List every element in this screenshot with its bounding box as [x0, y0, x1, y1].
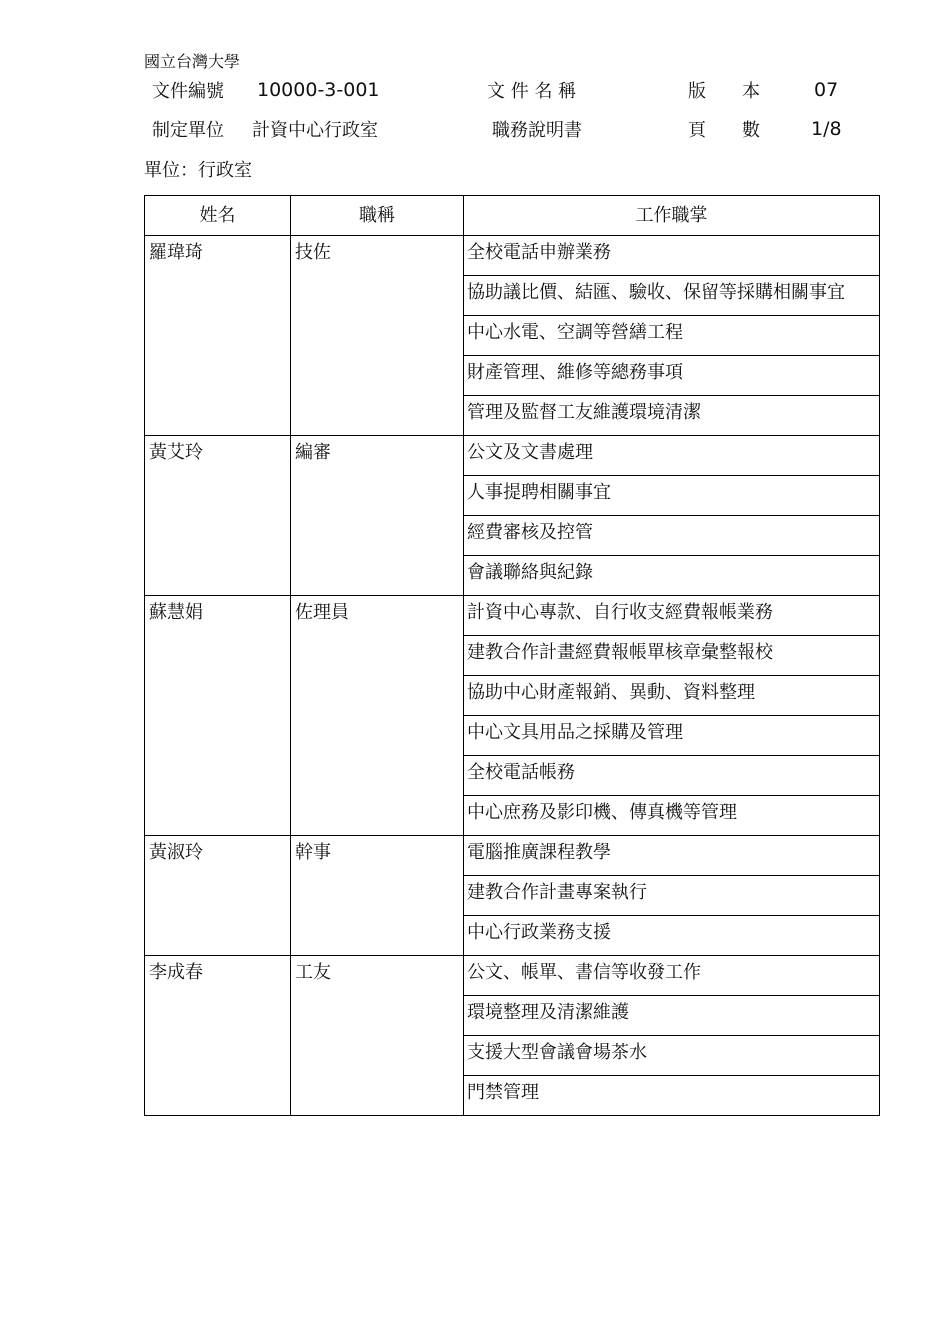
- duty-item: 計資中心專款、自行收支經費報帳業務: [464, 596, 880, 636]
- duty-item: 門禁管理: [464, 1076, 880, 1116]
- staff-name: 蘇慧娟: [145, 596, 291, 836]
- pages-label: 頁 數: [688, 120, 760, 141]
- duty-table: [144, 195, 880, 1116]
- duty-table-body: [145, 236, 880, 1116]
- staff-name: 黃淑玲: [145, 836, 291, 956]
- organization-name: 國立台灣大學: [144, 52, 241, 71]
- duty-item: 環境整理及清潔維護: [464, 996, 880, 1036]
- staff-title: 幹事: [291, 836, 464, 956]
- pages-value: 1/8: [811, 118, 842, 140]
- column-header-duties: 工作職掌: [464, 196, 880, 236]
- doc-name-value: 職務說明書: [492, 120, 582, 141]
- duty-item: 人事提聘相關事宜: [464, 476, 880, 516]
- column-header-name: 姓名: [145, 196, 291, 236]
- duty-item: 支援大型會議會場茶水: [464, 1036, 880, 1076]
- staff-title: 編審: [291, 436, 464, 596]
- duty-item: 財產管理、維修等總務事項: [464, 356, 880, 396]
- duty-item: 建教合作計畫經費報帳單核章彙整報校: [464, 636, 880, 676]
- staff-name: 黃艾玲: [145, 436, 291, 596]
- duty-item: 協助議比價、結匯、驗收、保留等採購相關事宜: [464, 276, 880, 316]
- doc-number-label: 文件編號: [152, 81, 224, 102]
- duty-item: 經費審核及控管: [464, 516, 880, 556]
- duty-item: 全校電話申辦業務: [464, 236, 880, 276]
- duty-item: 管理及監督工友維護環境清潔: [464, 396, 880, 436]
- staff-title: 工友: [291, 956, 464, 1116]
- duty-item: 建教合作計畫專案執行: [464, 876, 880, 916]
- table-row: [145, 836, 880, 876]
- staff-title: 技佐: [291, 236, 464, 436]
- duty-item: 中心水電、空調等營繕工程: [464, 316, 880, 356]
- duty-item: 協助中心財產報銷、異動、資料整理: [464, 676, 880, 716]
- duty-item: 中心行政業務支援: [464, 916, 880, 956]
- duty-item: 公文、帳單、書信等收發工作: [464, 956, 880, 996]
- table-header-row: [145, 196, 880, 236]
- unit-label: 制定單位: [152, 120, 224, 141]
- version-label: 版 本: [688, 81, 760, 102]
- department-line: 單位：行政室: [144, 160, 252, 181]
- table-row: [145, 236, 880, 276]
- duty-item: 電腦推廣課程教學: [464, 836, 880, 876]
- duty-item: 全校電話帳務: [464, 756, 880, 796]
- doc-name-label: 文 件 名 稱: [487, 81, 577, 102]
- column-header-title: 職稱: [291, 196, 464, 236]
- duty-item: 公文及文書處理: [464, 436, 880, 476]
- version-value: 07: [814, 79, 839, 101]
- staff-name: 李成春: [145, 956, 291, 1116]
- unit-value: 計資中心行政室: [252, 120, 378, 141]
- duty-item: 中心庶務及影印機、傳真機等管理: [464, 796, 880, 836]
- table-row: [145, 436, 880, 476]
- table-row: [145, 956, 880, 996]
- staff-name: 羅瑋琦: [145, 236, 291, 436]
- table-row: [145, 596, 880, 636]
- duty-item: 會議聯絡與紀錄: [464, 556, 880, 596]
- duty-item: 中心文具用品之採購及管理: [464, 716, 880, 756]
- staff-title: 佐理員: [291, 596, 464, 836]
- doc-number-value: 10000-3-001: [257, 79, 380, 101]
